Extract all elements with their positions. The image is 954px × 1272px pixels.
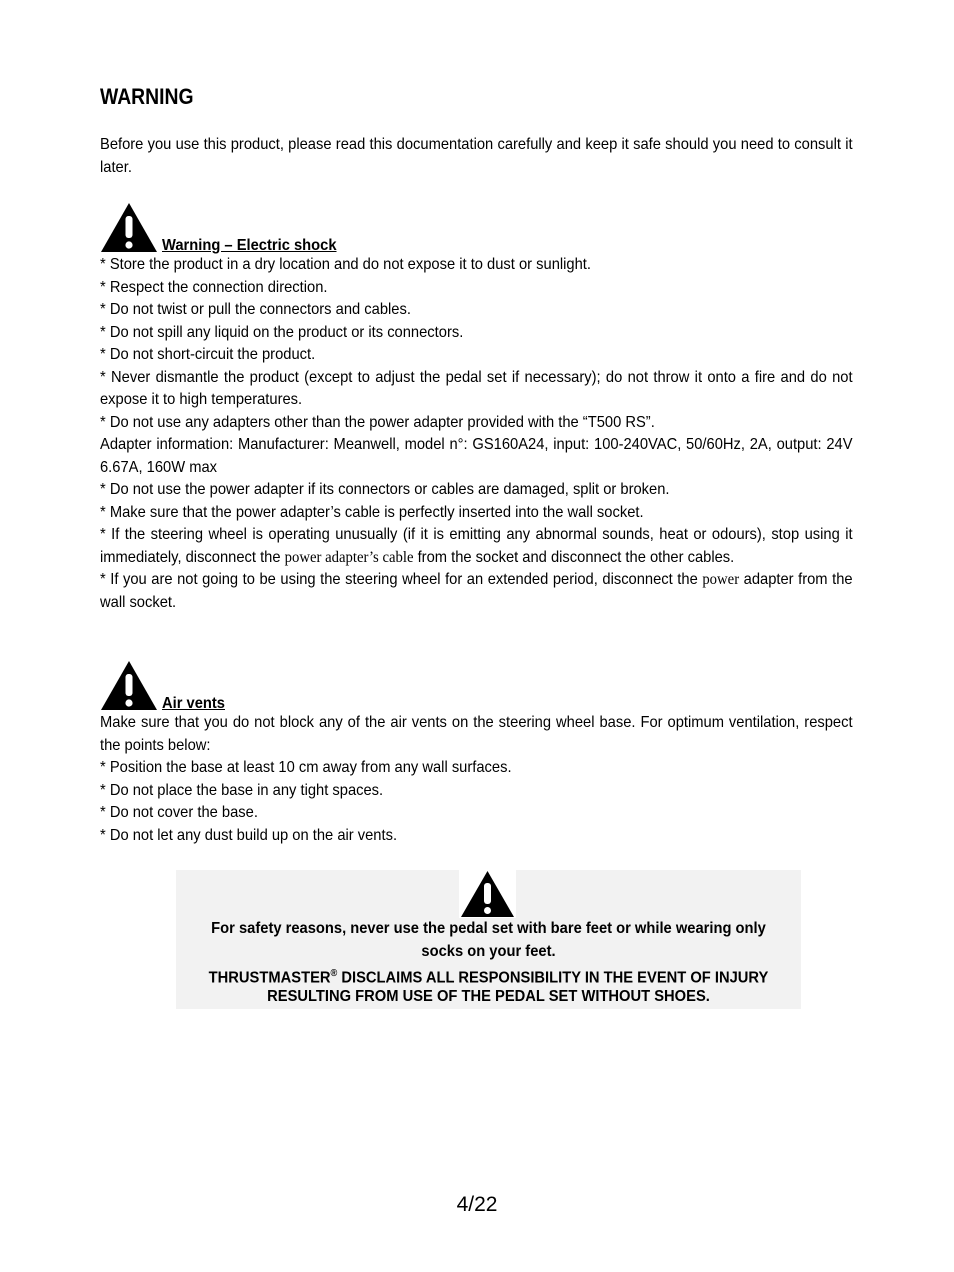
electric-shock-heading <box>100 201 352 253</box>
electric-shock-list <box>100 254 853 614</box>
notice-line: For safety reasons, never use the pedal set with bare feet or while wearing only <box>211 920 766 937</box>
air-vents-heading <box>100 659 230 711</box>
list-item: * Store the product in a dry location and do not expose it to dust or sunlight. <box>100 256 591 273</box>
notice-line: socks on your feet. <box>421 943 556 960</box>
list-item: * Never dismantle the product (except to adjust the pedal set if necessary); do not throw it onto a fire and do not expose it to high temperatures. <box>100 368 853 408</box>
list-item-unusual: * If the steering wheel is operating unusually (if it is emitting any abnormal sounds, heat or odours), stop using it immediately, disconnect the power adapter’s cable from the socket and disconnect the other cables. <box>100 526 853 566</box>
list-item: * Do not twist or pull the connectors and cables. <box>100 301 411 318</box>
intro-paragraph: Before you use this product, please read this documentation carefully and keep it safe should you need to consult it later. <box>100 136 853 176</box>
list-item-extended: * If you are not going to be using the steering wheel for an extended period, disconnect the power adapter from the wall socket. <box>100 571 853 611</box>
page-title: WARNING <box>100 84 194 109</box>
air-vents-heading-label: Air vents <box>162 695 225 712</box>
list-item: * Do not use the power adapter if its connectors or cables are damaged, split or broken. <box>100 481 670 498</box>
electric-shock-heading-label: Warning – Electric shock <box>162 237 337 254</box>
air-vents-intro: Make sure that you do not block any of the air vents on the steering wheel base. For optimum ventilation, respect the points below: <box>100 714 853 754</box>
notice-line: RESULTING FROM USE OF THE PEDAL SET WITHOUT SHOES. <box>267 988 710 1005</box>
adapter-info: Adapter information: Manufacturer: Meanwell, model n°: GS160A24, input: 100-240VAC, 50/60Hz, 2A, output: 24V 6.67A, 160W max <box>100 436 853 476</box>
safety-notice-box <box>176 870 801 1009</box>
list-item: * Position the base at least 10 cm away from any wall surfaces. <box>100 759 512 776</box>
warning-triangle-icon <box>459 870 516 918</box>
warning-triangle-icon <box>100 660 158 711</box>
notice-disclaimer: THRUSTMASTER® DISCLAIMS ALL RESPONSIBILITY IN THE EVENT OF INJURY <box>208 968 769 987</box>
page-number: 4/22 <box>456 1193 498 1216</box>
warning-triangle-icon <box>100 202 158 253</box>
list-item: * Do not place the base in any tight spaces. <box>100 781 384 799</box>
list-item: * Do not spill any liquid on the product or its connectors. <box>100 323 464 341</box>
air-vents-list <box>100 712 853 847</box>
list-item: * Make sure that the power adapter’s cable is perfectly inserted into the wall socket. <box>100 503 644 521</box>
list-item: * Do not let any dust build up on the air vents. <box>100 826 398 844</box>
list-item: * Do not short-circuit the product. <box>100 346 316 363</box>
notice-icon-backdrop <box>459 870 516 918</box>
list-item: * Respect the connection direction. <box>100 278 328 296</box>
list-item: * Do not use any adapters other than the power adapter provided with the “T500 RS”. <box>100 413 655 431</box>
list-item: * Do not cover the base. <box>100 804 258 821</box>
